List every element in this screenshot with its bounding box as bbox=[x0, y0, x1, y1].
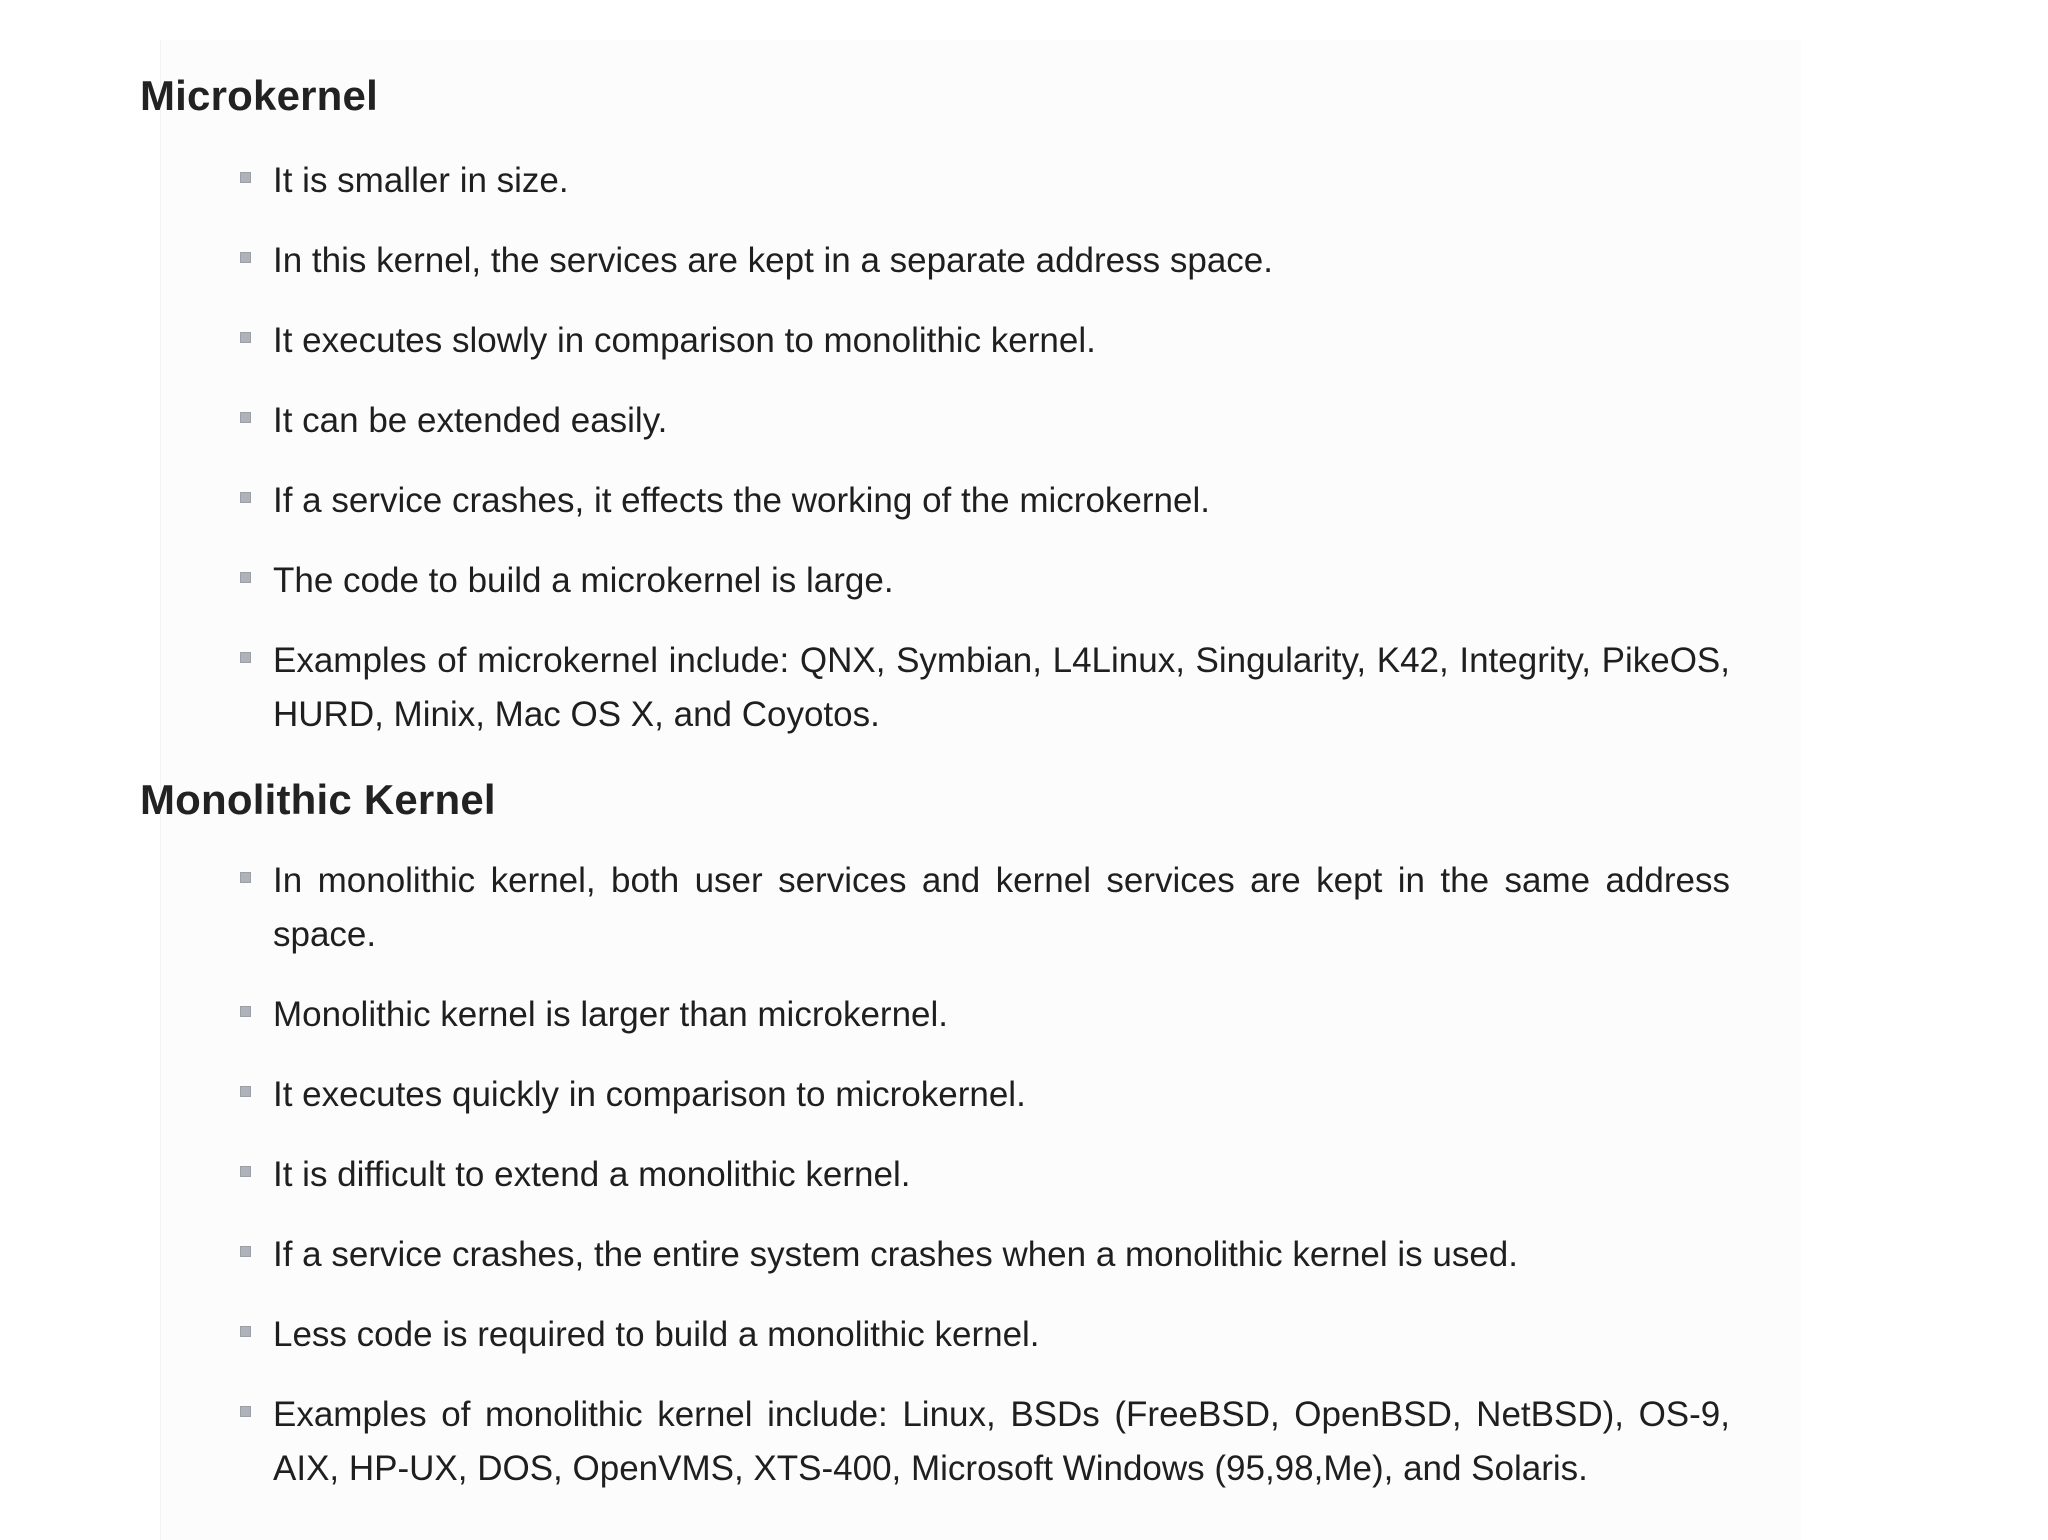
list-item-text: It executes quickly in comparison to microkernel. bbox=[273, 1075, 1026, 1114]
list-item-text: Examples of monolithic kernel include: Linux, BSDs (FreeBSD, OpenBSD, NetBSD), OS-9, AIX, HP-UX, DOS, OpenVMS, XTS-400, Microsoft Windows (95,98,Me), and Solaris. bbox=[273, 1395, 1730, 1488]
list-item bbox=[240, 554, 1730, 608]
square-bullet-icon bbox=[240, 1406, 251, 1417]
list-item bbox=[240, 854, 1730, 962]
list-item bbox=[240, 394, 1730, 448]
square-bullet-icon bbox=[240, 412, 251, 423]
list-item bbox=[240, 988, 1730, 1042]
square-bullet-icon bbox=[240, 172, 251, 183]
square-bullet-icon bbox=[240, 652, 251, 663]
list-item bbox=[240, 314, 1730, 368]
section-microkernel bbox=[140, 68, 1780, 768]
section-heading-microkernel: Microkernel bbox=[140, 72, 378, 119]
list-item bbox=[240, 1388, 1730, 1496]
list-item bbox=[240, 634, 1730, 742]
monolithic-kernel-list bbox=[240, 854, 1730, 1496]
square-bullet-icon bbox=[240, 1246, 251, 1257]
list-item-text: If a service crashes, it effects the working of the microkernel. bbox=[273, 481, 1210, 520]
list-item-text: If a service crashes, the entire system crashes when a monolithic kernel is used. bbox=[273, 1235, 1518, 1274]
square-bullet-icon bbox=[240, 252, 251, 263]
list-item bbox=[240, 1068, 1730, 1122]
list-item bbox=[240, 1228, 1730, 1282]
square-bullet-icon bbox=[240, 1326, 251, 1337]
list-item bbox=[240, 1148, 1730, 1202]
list-item bbox=[240, 474, 1730, 528]
list-item-text: It is smaller in size. bbox=[273, 161, 569, 200]
list-item-text: It can be extended easily. bbox=[273, 401, 668, 440]
square-bullet-icon bbox=[240, 332, 251, 343]
square-bullet-icon bbox=[240, 492, 251, 503]
list-item bbox=[240, 234, 1730, 288]
square-bullet-icon bbox=[240, 572, 251, 583]
section-monolithic-kernel bbox=[140, 772, 1780, 1522]
square-bullet-icon bbox=[240, 872, 251, 883]
list-item-text: Monolithic kernel is larger than microkernel. bbox=[273, 995, 948, 1034]
list-item-text: The code to build a microkernel is large. bbox=[273, 561, 894, 600]
microkernel-list bbox=[240, 154, 1730, 742]
list-item-text: In monolithic kernel, both user services and kernel services are kept in the same address space. bbox=[273, 861, 1730, 954]
square-bullet-icon bbox=[240, 1086, 251, 1097]
square-bullet-icon bbox=[240, 1166, 251, 1177]
list-item-text: It is difficult to extend a monolithic kernel. bbox=[273, 1155, 911, 1194]
list-item bbox=[240, 1308, 1730, 1362]
list-item-text: Less code is required to build a monolithic kernel. bbox=[273, 1315, 1040, 1354]
list-item-text: It executes slowly in comparison to monolithic kernel. bbox=[273, 321, 1096, 360]
square-bullet-icon bbox=[240, 1006, 251, 1017]
list-item-text: In this kernel, the services are kept in a separate address space. bbox=[273, 241, 1273, 280]
list-item bbox=[240, 154, 1730, 208]
section-heading-monolithic-kernel: Monolithic Kernel bbox=[140, 776, 496, 823]
list-item-text: Examples of microkernel include: QNX, Symbian, L4Linux, Singularity, K42, Integrity, PikeOS, HURD, Minix, Mac OS X, and Coyotos. bbox=[273, 641, 1730, 734]
